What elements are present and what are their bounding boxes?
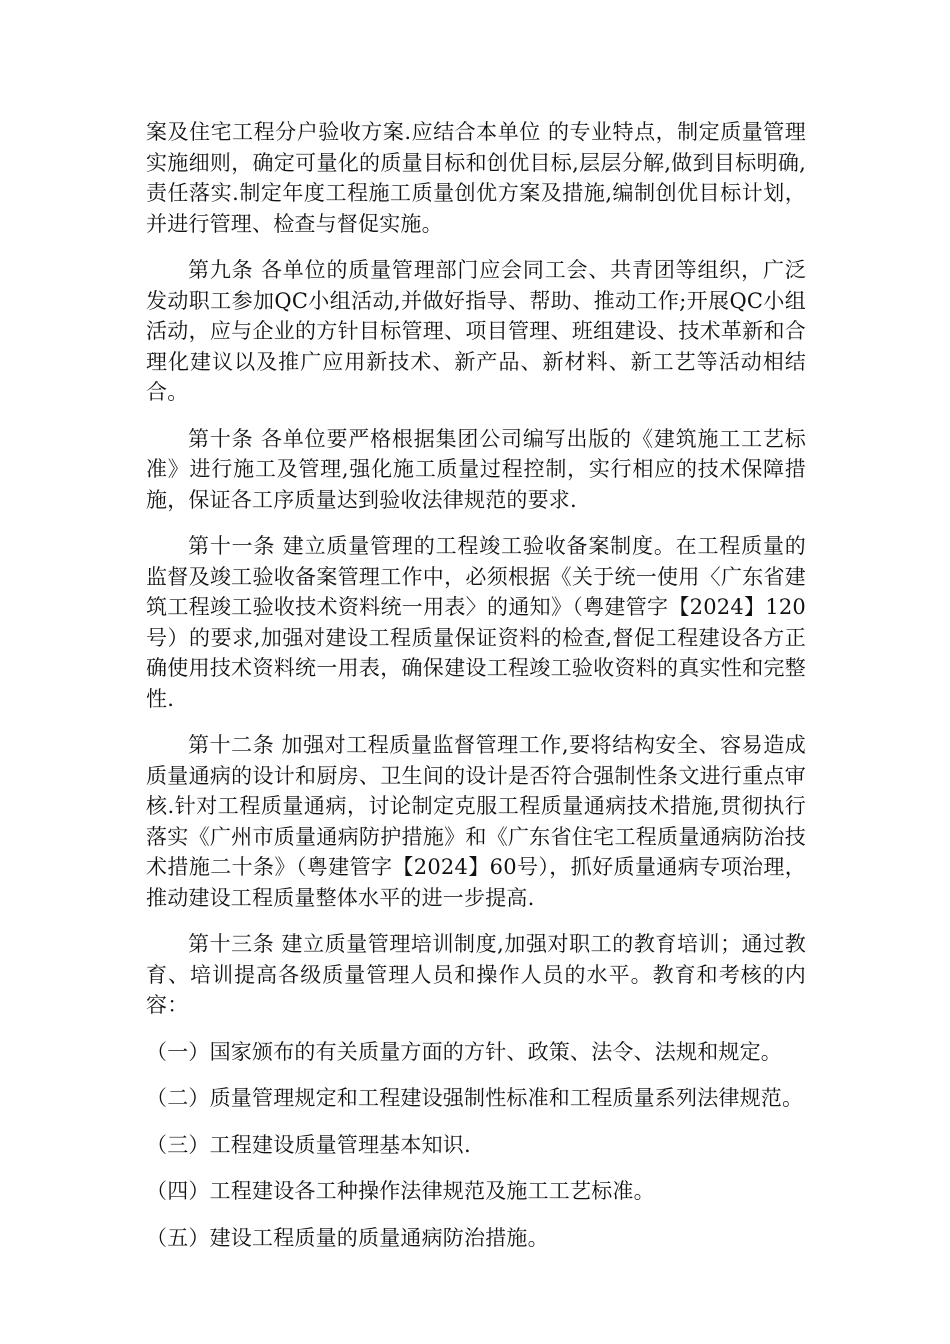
article-10: 第十条 各单位要严格根据集团公司编写出版的《建筑施工工艺标准》进行施工及管理,强化施工质量过程控制，实行相应的技术保障措施，保证各工序质量达到验收法律规范的要求. bbox=[146, 426, 806, 512]
document-body bbox=[146, 117, 806, 1269]
list-item-3: （三）工程建设质量管理基本知识. bbox=[146, 1132, 471, 1157]
paragraph-continuation: 案及住宅工程分户验收方案.应结合本单位 的专业特点，制定质量管理实施细则，确定可量化的质量目标和创优目标,层层分解,做到目标明确,责任落实.制定年度工程施工质量创优方案及措施,编制创优目标计划，并进行管理、检查与督促实施。 bbox=[146, 120, 806, 236]
article-13: 第十三条 建立质量管理培训制度,加强对职工的教育培训；通过教育、培训提高各级质量管理人员和操作人员的水平。教育和考核的内容： bbox=[146, 932, 806, 1017]
list-item-1: （一）国家颁布的有关质量方面的方针、政策、法令、法规和规定。 bbox=[146, 1039, 782, 1064]
article-11: 第十一条 建立质量管理的工程竣工验收备案制度。在工程质量的监督及竣工验收备案管理工作中，必须根据《关于统一使用〈广东省建筑工程竣工验收技术资料统一用表〉的通知》（粤建管字【2024】120号）的要求,加强对建设工程质量保证资料的检查,督促工程建设各方正确使用技术资料统一用表，确保建设工程竣工验收资料的真实性和完整性. bbox=[146, 534, 806, 711]
list-item-5: （五）建设工程质量的质量通病防治措施。 bbox=[146, 1225, 549, 1250]
list-item-4: （四）工程建设各工种操作法律规范及施工工艺标准。 bbox=[146, 1179, 655, 1203]
article-12: 第十二条 加强对工程质量监督管理工作,要将结构安全、容易造成质量通病的设计和厨房、卫生间的设计是否符合强制性条文进行重点审核.针对工程质量通病，讨论制定克服工程质量通病技术措施,贯彻执行落实《广州市质量通病防护措施》和《广东省住宅工程质量通病防治技术措施二十条》（粤建管字【2024】60号），抓好质量通病专项治理，推动建设工程质量整体水平的进一步提高. bbox=[146, 733, 806, 910]
article-9: 第九条 各单位的质量管理部门应会同工会、共青团等组织，广泛发动职工参加QC小组活动,并做好指导、帮助、推动工作;开展QC小组活动，应与企业的方针目标管理、项目管理、班组建设、技术革新和合理化建议以及推广应用新技术、新产品、新材料、新工艺等活动相结合。 bbox=[146, 258, 806, 404]
list-item-2: （二）质量管理规定和工程建设强制性标准和工程质量系列法律规范。 bbox=[146, 1086, 804, 1110]
